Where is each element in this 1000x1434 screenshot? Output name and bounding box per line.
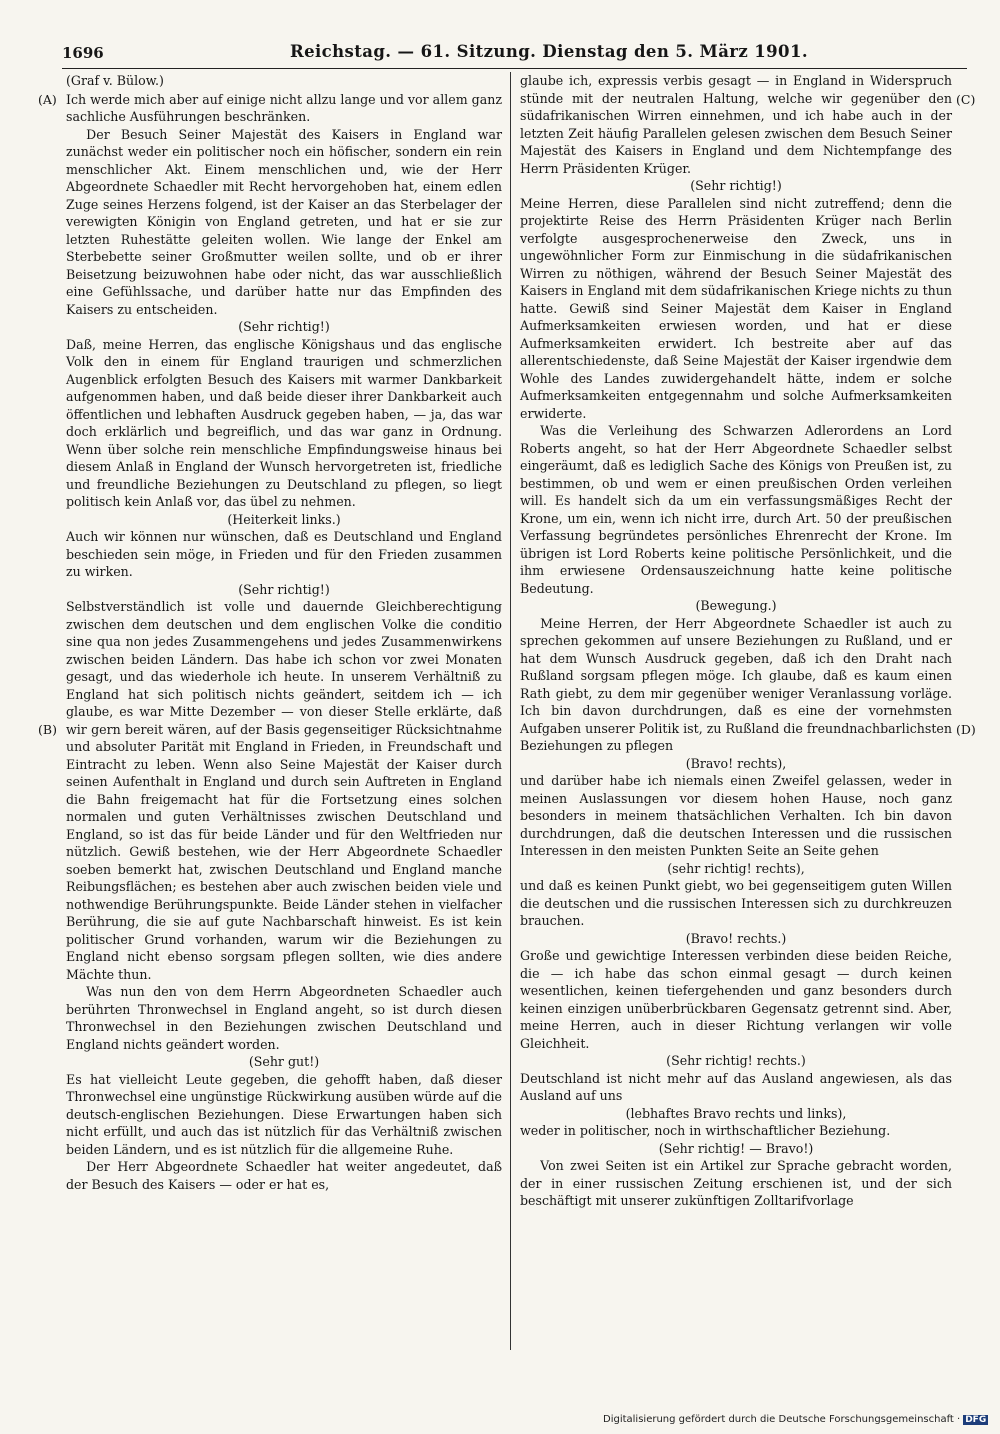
paragraph: und darüber habe ich niemals einen Zweifel gelassen, weder in meinen Auslassungen vor diesem hohen Hause, noch ganz besonders in meinem thatsächlichen Verhalten. Ich bin davon durchdrungen, daß die deutschen Interessen und die russischen Interessen in den meisten Punkten Seite an Seite gehen	[520, 773, 952, 858]
paragraph: Es hat vielleicht Leute gegeben, die gehofft haben, daß dieser Thronwechsel eine ungünstige Rückwirkung ausüben würde auf die deutsch-englischen Beziehungen. Diese Erwartungen haben sich nicht erfüllt, und auch das ist nützlich für das Verhältniß zwischen beiden Ländern, und es ist nützlich für die allgemeine Ruhe.	[66, 1071, 502, 1157]
digitization-credit	[603, 1414, 988, 1425]
margin-mark-d: (D)	[956, 722, 976, 737]
paragraph: Der Herr Abgeordnete Schaedler hat weiter angedeutet, daß der Besuch des Kaisers — oder er hat es,	[66, 1159, 502, 1192]
running-title: Reichstag. — 61. Sitzung. Dienstag den 5. März 1901.	[290, 42, 808, 61]
paragraph: Ich werde mich aber auf einige nicht allzu lange und vor allem ganz sachliche Ausführungen beschränken.	[66, 91, 502, 124]
interjection: (Bravo! rechts.)	[685, 930, 787, 946]
margin-mark-b: (B)	[38, 722, 57, 737]
margin-mark-c: (C)	[956, 92, 976, 107]
interjection: (Bewegung.)	[695, 598, 777, 613]
paragraph: Was nun den von dem Herrn Abgeordneten Schaedler auch berührten Thronwechsel in England angeht, so ist durch diesen Thronwechsel in den Beziehungen zwischen Deutschland und England nichts geändert worden.	[66, 984, 502, 1052]
interjection: (Sehr gut!)	[248, 1054, 320, 1069]
speaker-label: (Graf v. Bülow.)	[66, 73, 164, 88]
paragraph: Deutschland ist nicht mehr auf das Ausland angewiesen, als das Ausland auf uns	[520, 1070, 952, 1103]
interjection: (Sehr richtig! — Bravo!)	[658, 1140, 814, 1156]
page-number: 1696	[62, 44, 104, 62]
paragraph: Was die Verleihung des Schwarzen Adlerordens an Lord Roberts angeht, so hat der Herr Abgeordnete Schaedler selbst eingeräumt, daß es lediglich Sache des Königs von Preußen ist, zu bestimmen, ob und wem er einen preußischen Orden verleihen will. Es handelt sich da um ein verfassungsmäßiges Recht der Krone, um ein, wenn ich nicht irre, durch Art. 50 der preußischen Verfassung begründetes persönliches Ehrenrecht der Krone. Im übrigen ist Lord Roberts keine politische Persönlichkeit, und die ihm erwiesene Ordensauszeichnung hatte keine politische Bedeutung.	[520, 423, 952, 596]
interjection: (Sehr richtig!)	[238, 319, 330, 334]
left-column	[66, 72, 502, 1193]
right-column	[520, 72, 952, 1210]
paragraph: und daß es keinen Punkt giebt, wo bei gegenseitigem guten Willen die deutschen und die russischen Interessen sich zu durchkreuzen brauchen.	[520, 878, 952, 928]
page-header	[62, 40, 967, 70]
paragraph: Meine Herren, diese Parallelen sind nicht zutreffend; denn die projektirte Reise des Herrn Präsidenten Krüger nach Berlin verfolgte ausgesprochenerweise den Zweck, uns in ungewöhnlicher Form zur Einmischung in die südafrikanischen Wirren zu nöthigen, während der Besuch Seiner Majestät des Kaisers in England mit dem südafrikanischen Kriege nichts zu thun hatte. Gewiß sind Seiner Majestät dem Kaiser in England Aufmerksamkeiten erwiesen worden, und hat er diese Aufmerksamkeiten erwidert. Ich bestreite aber auf das allerentschiedenste, daß Seine Majestät der Kaiser irgendwie dem Wohle des Landes zuwidergehandelt hätte, indem er solche Aufmerksamkeiten entgegennahm und solche Aufmerksamkeiten erwiderte.	[520, 195, 952, 421]
paragraph: Auch wir können nur wünschen, daß es Deutschland und England beschieden sein möge, in Frieden und für den Frieden zusammen zu wirken.	[66, 529, 502, 579]
paragraph: weder in politischer, noch in wirthschaftlicher Beziehung.	[520, 1123, 891, 1138]
interjection: (Sehr richtig!)	[238, 581, 330, 597]
interjection: (sehr richtig! rechts),	[667, 860, 805, 876]
paragraph: Selbstverständlich ist volle und dauernde Gleichberechtigung zwischen dem deutschen und dem englischen Volke die conditio sine qua non jedes Zusammengehens und jedes Zusammenwirkens zwischen beiden Ländern. Das habe ich schon vor zwei Monaten gesagt, und das wiederhole ich heute. In unserem Verhältniß zu England hat sich politisch nichts geändert, seitdem ich — ich glaube, es war Mitte Dezember — von dieser Stelle erklärte, daß wir gern bereit wären, auf der Basis gegenseitiger Rücksichtnahme und absoluter Parität mit England in Frieden, in Freundschaft und Eintracht zu leben. Wenn also Seine Majestät der Kaiser durch seinen Aufenthalt in England und durch sein Auftreten in England die Bahn freigemacht hat für die Fortsetzung eines solchen normalen und guten Verhältnisses zwischen Deutschland und England, so ist das für beide Länder und für den Weltfrieden nur nützlich. Gewiß bestehen, wie der Herr Abgeordnete Schaedler soeben bemerkt hat, zwischen Deutschland und England manche Reibungsflächen; es bestehen aber auch zwischen beiden viele und nothwendige Berührungspunkte. Beide Länder stehen in vielfacher Berührung, die sie auf gute Nachbarschaft hinweist. Es ist kein politischer Grund vorhanden, warum wir die Beziehungen zu England nicht ebenso sorgsam pflegen sollten, wie dies andere Mächte thun.	[66, 599, 502, 982]
paragraph: Daß, meine Herren, das englische Königshaus und das englische Volk den in einem für England traurigen und schmerzlichen Augenblick erfolgten Besuch des Kaisers mit warmer Dankbarkeit aufgenommen haben, und daß beide dieser ihrer Dankbarkeit auch öffentlichen und lebhaften Ausdruck gegeben haben, — ja, das war doch erklärlich und begreiflich, und das war ganz in Ordnung. Wenn über solche rein menschliche Empfindungsweise hinaus bei diesem Anlaß in England der Wunsch hervorgetreten ist, friedliche und freundliche Beziehungen zu Deutschland zu pflegen, so liegt politisch kein Anlaß vor, das übel zu nehmen.	[66, 336, 502, 509]
interjection: (Bravo! rechts),	[685, 755, 787, 771]
column-separator	[510, 72, 511, 1350]
margin-mark-a: (A)	[38, 92, 57, 107]
interjection: (lebhaftes Bravo rechts und links),	[625, 1105, 847, 1121]
dfg-logo: DFG	[965, 1415, 987, 1425]
interjection: (Sehr richtig!)	[690, 178, 782, 193]
footer-text: Digitalisierung gefördert durch die Deutsche Forschungsgemeinschaft ·	[603, 1414, 961, 1425]
paragraph: Meine Herren, der Herr Abgeordnete Schaedler ist auch zu sprechen gekommen auf unsere Beziehungen zu Rußland, und er hat dem Wunsch Ausdruck gegeben, daß ich den Draht nach Rußland sorgsam pflegen möge. Ich glaube, daß es kaum einen Rath giebt, zu dem mir gegenüber weniger Veranlassung vorläge. Ich bin davon durchdrungen, daß es eine der vornehmsten Aufgaben unserer Politik ist, zu Rußland die freundnachbarlichsten Beziehungen zu pflegen	[520, 615, 952, 753]
header-rule	[62, 68, 967, 69]
paragraph: Der Besuch Seiner Majestät des Kaisers in England war zunächst weder ein politischer noch ein höfischer, sondern ein rein menschlicher Akt. Einem menschlichen und, wie der Herr Abgeordnete Schaedler mit Recht hervorgehoben hat, einem edlen Zuge seines Herzens folgend, ist der Kaiser an das Sterbelager der verewigten Königin von England getreten, und hat er sie zur letzten Ruhestätte geleiten wollen. Wie lange der Enkel am Sterbebette seiner Großmutter weilen sollte, und ob er ihrer Beisetzung beizuwohnen habe oder nicht, das war ausschließlich eine Gefühlssache, und darüber hatte nur das Empfinden des Kaisers zu entscheiden.	[66, 126, 502, 317]
paragraph: glaube ich, expressis verbis gesagt — in England in Widerspruch stünde mit der neutralen Haltung, welche wir gegenüber den südafrikanischen Wirren einnehmen, und ich habe auch in der letzten Zeit häufig Parallelen gelesen zwischen dem Besuch Seiner Majestät des Kaisers in England und dem Nichtempfange des Herrn Präsidenten Krüger.	[520, 73, 952, 176]
paragraph: Große und gewichtige Interessen verbinden diese beiden Reiche, die — ich habe das schon einmal gesagt — durch keinen wesentlichen, keinen tiefergehenden und ganz besonders durch keinen einzigen unüberbrückbaren Gegensatz getrennt sind. Aber, meine Herren, auch in dieser Richtung verlangen wir volle Gleichheit.	[520, 948, 952, 1051]
interjection: (Heiterkeit links.)	[227, 511, 341, 527]
interjection: (Sehr richtig! rechts.)	[666, 1053, 806, 1068]
paragraph: Von zwei Seiten ist ein Artikel zur Sprache gebracht worden, der in einer russischen Zeitung erschienen ist, und der sich beschäftigt mit unserer zukünftigen Zolltarifvorlage	[520, 1158, 952, 1208]
